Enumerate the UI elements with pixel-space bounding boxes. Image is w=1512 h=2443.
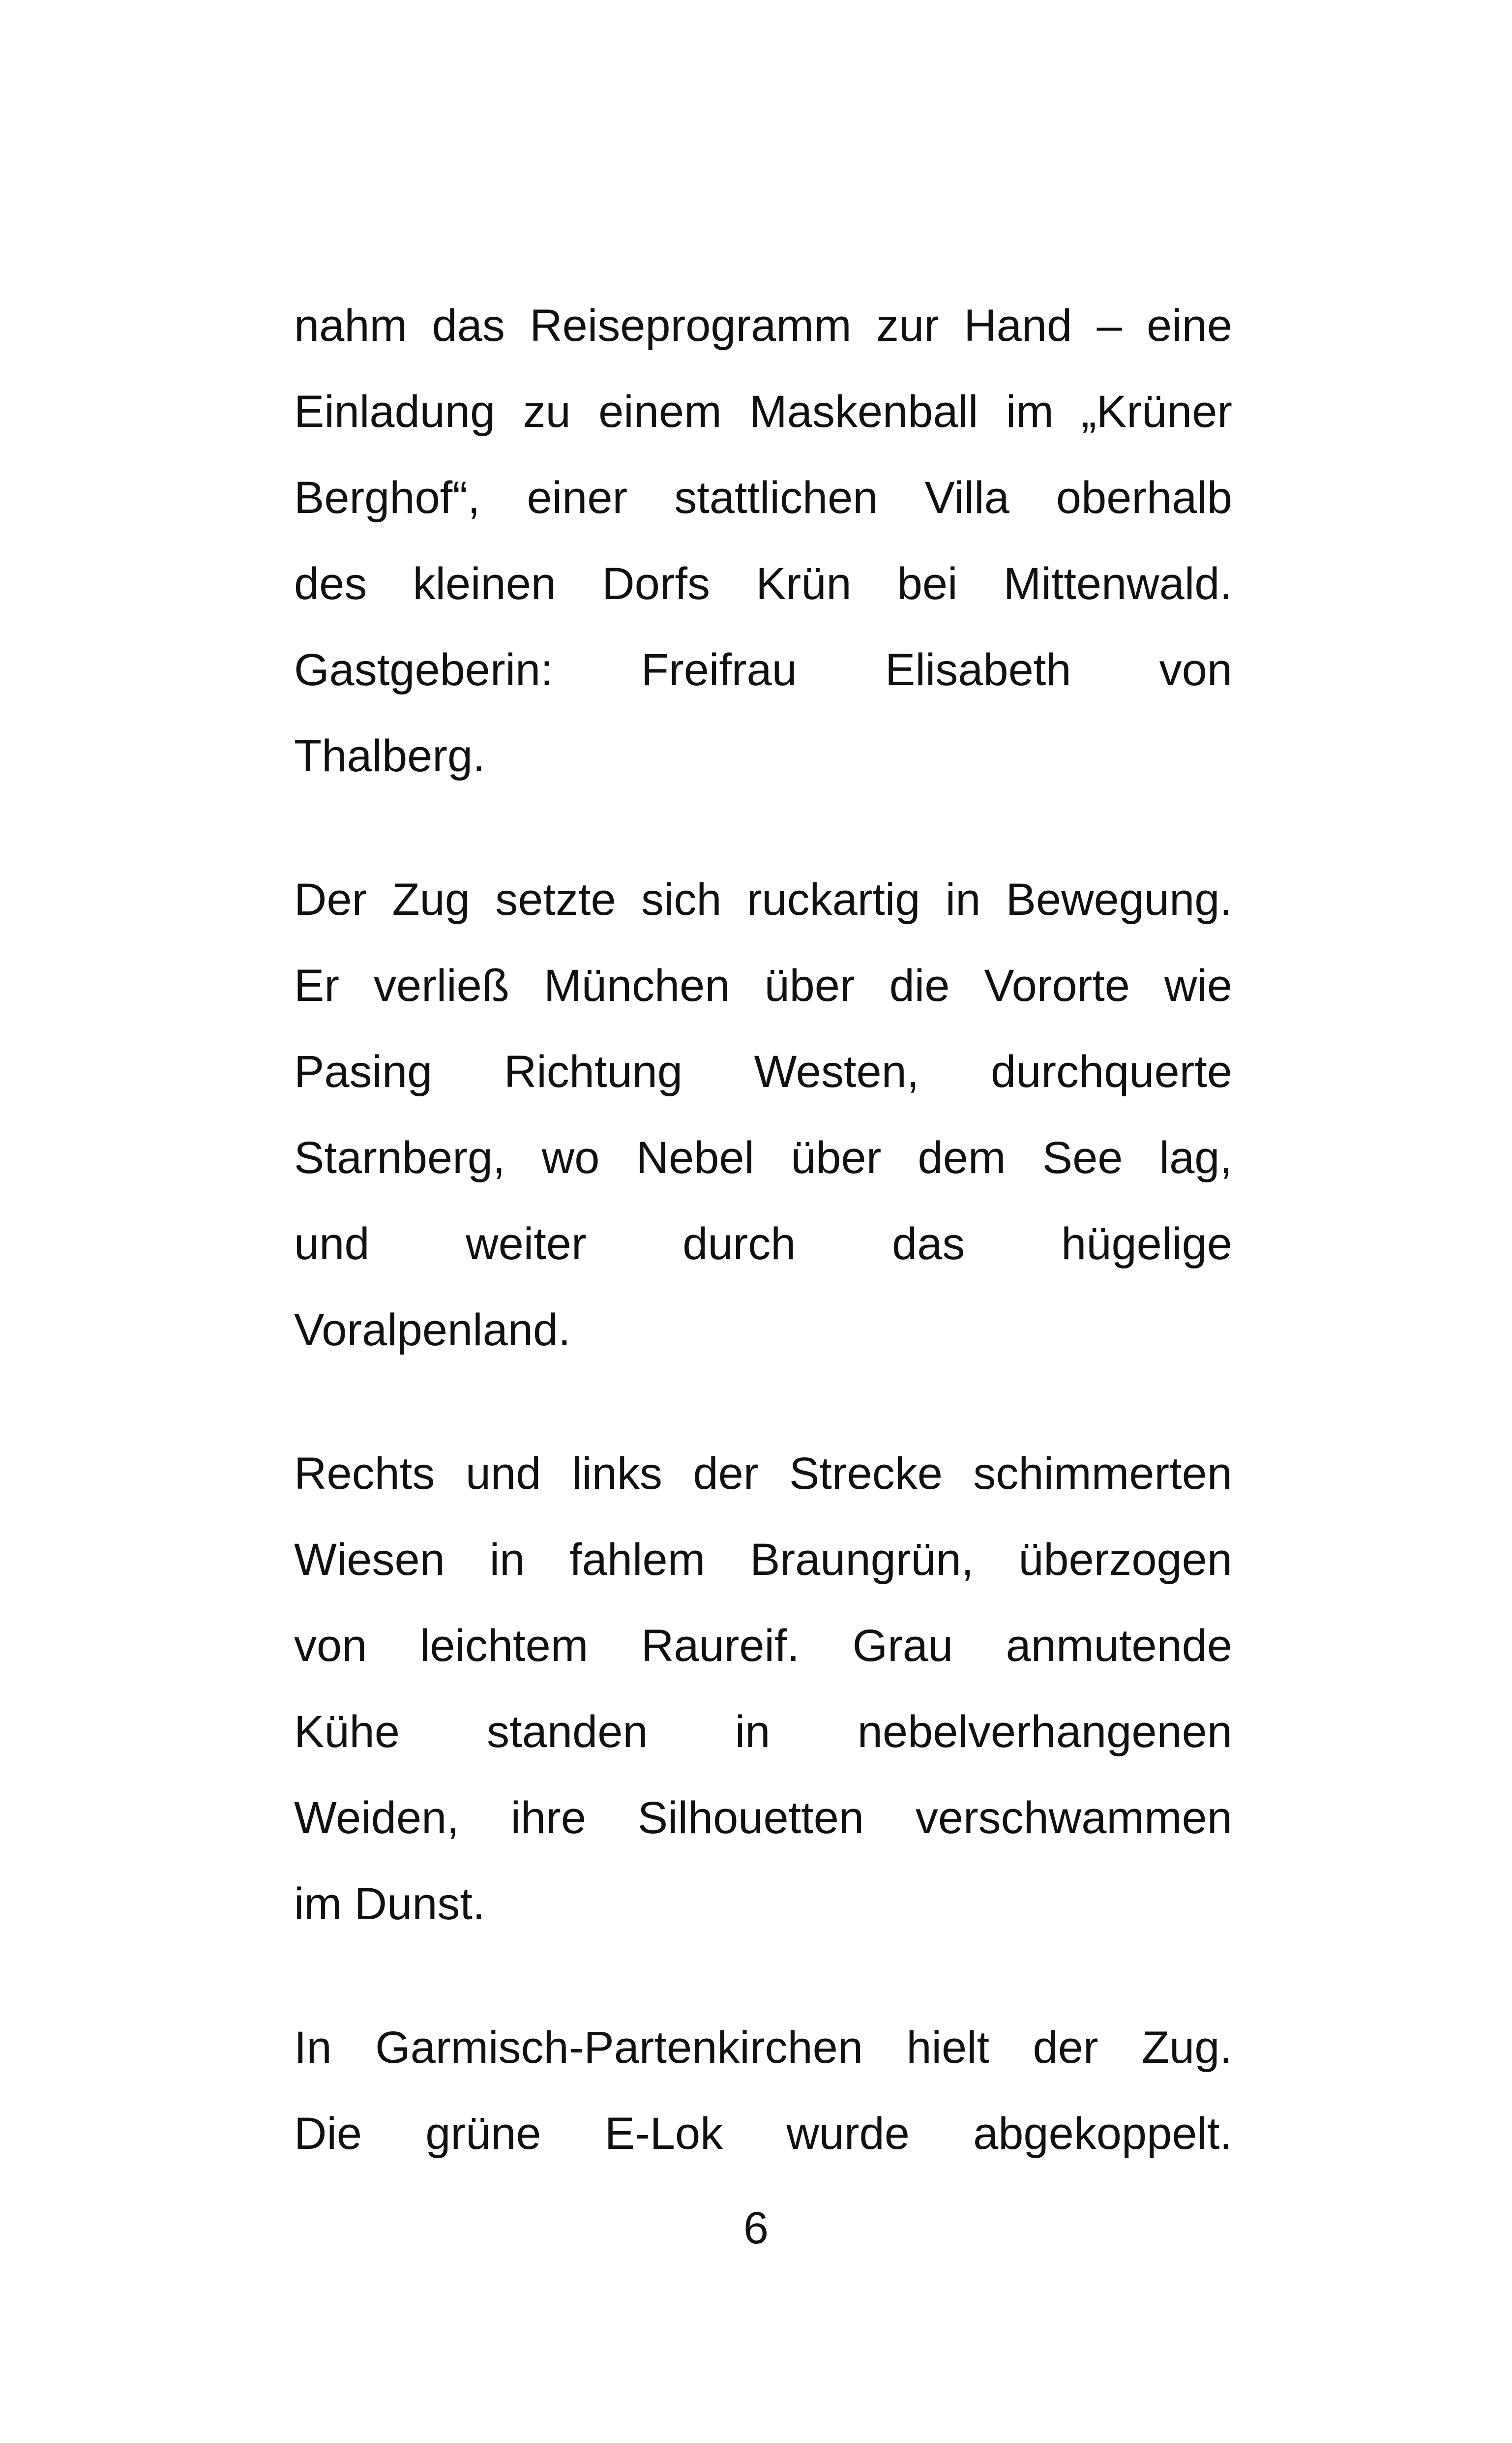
text-line: von leichtem Raureif. Grau anmutende bbox=[294, 1621, 1232, 1671]
text-line: Rechts und links der Strecke schimmerten bbox=[294, 1448, 1232, 1499]
paragraph bbox=[294, 857, 1232, 1373]
text-line: Voralpenland. bbox=[294, 1305, 571, 1355]
text-line: des kleinen Dorfs Krün bei Mittenwald. bbox=[294, 559, 1232, 609]
text-line: und weiter durch das hügelige bbox=[294, 1219, 1232, 1269]
text-line: Der Zug setzte sich ruckartig in Bewegung. bbox=[294, 875, 1232, 925]
paragraph-gap bbox=[294, 1947, 1232, 2005]
page-number: 6 bbox=[743, 2203, 769, 2253]
text-line: nahm das Reiseprogramm zur Hand – eine bbox=[294, 301, 1232, 351]
text-line: Weiden, ihre Silhouetten verschwammen bbox=[294, 1793, 1232, 1843]
text-line: Gastgeberin: Freifrau Elisabeth von bbox=[294, 645, 1232, 695]
paragraph bbox=[294, 2005, 1232, 2177]
paragraph bbox=[294, 1431, 1232, 1947]
body-text bbox=[294, 283, 1232, 2177]
paragraph bbox=[294, 283, 1232, 799]
text-line: Thalberg. bbox=[294, 731, 485, 781]
text-line: Berghof“, einer stattlichen Villa oberhalb bbox=[294, 473, 1232, 523]
text-line: In Garmisch-Partenkirchen hielt der Zug. bbox=[294, 2022, 1232, 2073]
paragraph-gap bbox=[294, 1373, 1232, 1431]
paragraph-gap bbox=[294, 799, 1232, 857]
text-line: Die grüne E-Lok wurde abgekoppelt. bbox=[294, 2109, 1232, 2159]
text-line: im Dunst. bbox=[294, 1879, 485, 1929]
text-line: Pasing Richtung Westen, durchquerte bbox=[294, 1047, 1232, 1097]
text-line: Er verließ München über die Vororte wie bbox=[294, 961, 1232, 1011]
text-line: Kühe standen in nebelverhangenen bbox=[294, 1707, 1232, 1757]
text-line: Wiesen in fahlem Braungrün, überzogen bbox=[294, 1535, 1232, 1585]
text-line: Starnberg, wo Nebel über dem See lag, bbox=[294, 1133, 1232, 1183]
text-line: Einladung zu einem Maskenball im „Krüner bbox=[294, 387, 1232, 437]
